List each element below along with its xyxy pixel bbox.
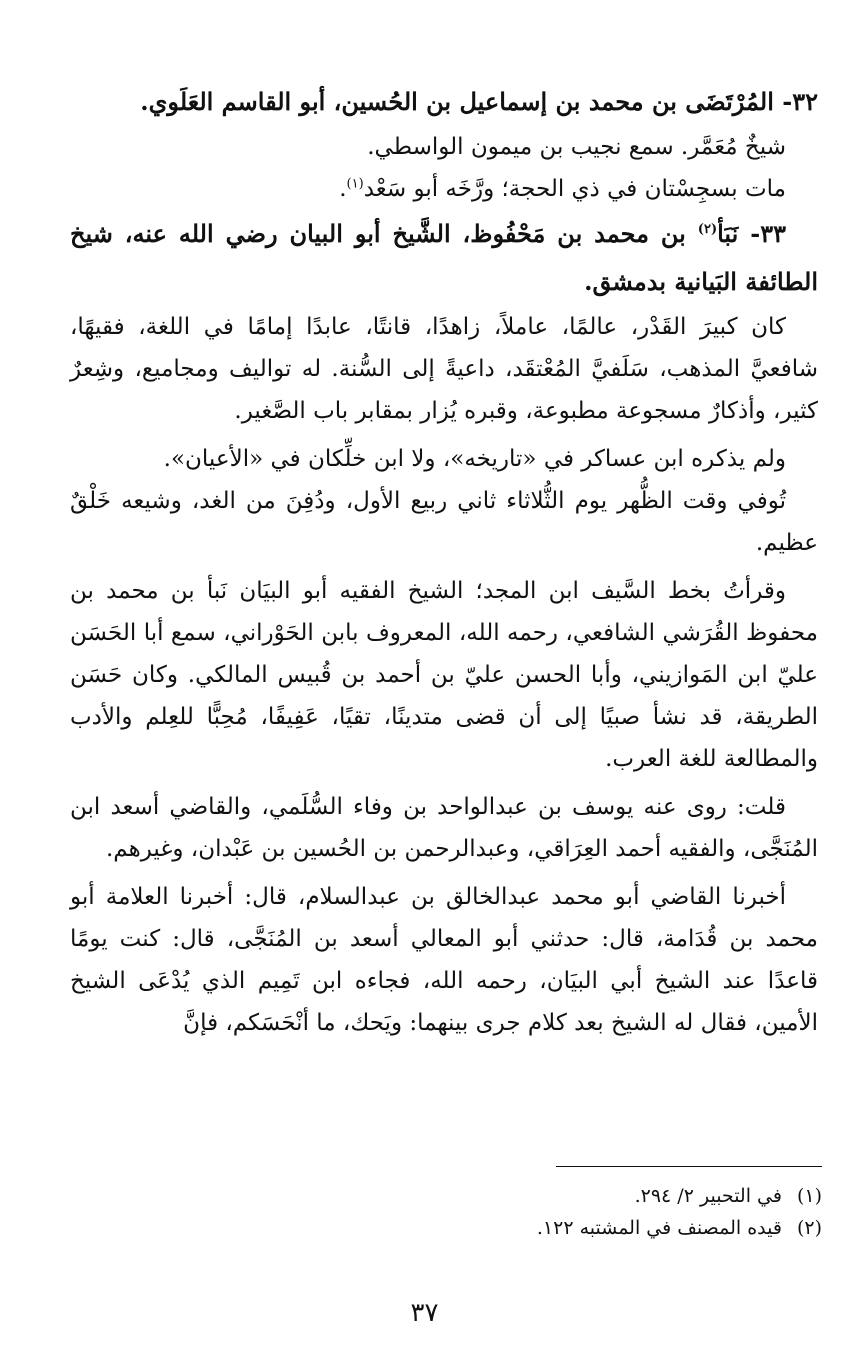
entry-33-paragraph-2: ولم يذكره ابن عساكر في «تاريخه»، ولا ابن خلِّكان في «الأعيان».: [163, 446, 786, 472]
footnote-ref-2: (٢): [697, 222, 718, 237]
entry-33-paragraph-5: قلت: روى عنه يوسف بن عبدالواحد بن وفاء السُّلَمي، والقاضي أسعد ابن المُنَجَّى، والفقيه أحمد العِرَاقي، وعبدالرحمن بن الحُسين بن عَبْدان، وغيرهم.: [70, 794, 818, 862]
footnote-2-number: (٢): [796, 1217, 822, 1239]
entry-33-paragraph-1: كان كبيرَ القَدْر، عالمًا، عاملاً، زاهدًا، قانتًا، عابدًا إمامًا في اللغة، فقيهًا، شافعيَّ المذهب، سَلَفيَّ المُعْتقَد، داعيةً إلى السُّنة. له تواليف ومجاميع، وشِعرٌ كثير، وأذكارٌ مسجوعة مطبوعة، وقبره يُزار بمقابر باب الصَّغير.: [70, 314, 818, 424]
footnote-2-text: قيده المصنف في المشتبه ١٢٢.: [536, 1217, 782, 1239]
footnotes: [300, 1180, 822, 1244]
footnote-ref-1: (١): [346, 176, 364, 192]
entry-32-line-1-text: شيخٌ مُعَمَّر. سمع نجيب بن ميمون الواسطي.: [367, 134, 786, 160]
footnote-2: [300, 1212, 822, 1244]
entry-33-title-rest: بن محمد بن مَحْفُوظ، الشَّيخ أبو البيان رضي الله عنه، شيخ الطائفة البَيانية بدمشق.: [70, 219, 818, 296]
entry-33-title-start: ٣٣- نَبَأ: [717, 219, 786, 248]
page-number: ٣٧: [410, 1298, 439, 1328]
main-text: [70, 78, 818, 1044]
entry-33-paragraph-6: أخبرنا القاضي أبو محمد عبدالخالق بن عبدالسلام، قال: أخبرنا العلامة أبو محمد بن قُدَامة، قال: حدثني أبو المعالي أسعد بن المُنَجَّى، قال: كنت يومًا قاعدًا عند الشيخ أبي البيَان، رحمه الله، فجاءه ابن تَمِيم الذي يُدْعَى الشيخ الأمين، فقال له الشيخ بعد كلام جرى بينهما: ويَحك، ما أنْحَسَكم، فإنَّ: [70, 884, 818, 1036]
footnote-1: [300, 1180, 822, 1212]
entry-32-title-text: ٣٢- المُرْتَضَى بن محمد بن إسماعيل بن الحُسين، أبو القاسم العَلَوي.: [140, 87, 818, 116]
entry-33-title: [70, 210, 818, 306]
entry-32-line-2-text: مات بسجِسْتان في ذي الحجة؛ ورَّخَه أبو سَعْد: [363, 176, 786, 202]
entry-32-line-2-end: .: [339, 176, 347, 202]
entry-32-line-1: [70, 126, 818, 168]
footnote-1-number: (١): [796, 1185, 822, 1207]
entry-33-paragraph-4: وقرأتُ بخط السَّيف ابن المجد؛ الشيخ الفقيه أبو البيَان نَبأ بن محمد بن محفوظ القُرَشي الشافعي، رحمه الله، المعروف بابن الحَوْراني، سمع أبا الحَسَن عليّ ابن المَوازيني، وأبا الحسن عليّ بن أحمد بن قُبيس المالكي. وكان حَسَن الطريقة، قد نشأ صبيًا إلى أن قضى متدينًا، تقيًا، عَفِيفًا، مُحِبًّا للعِلم والأدب والمطالعة للغة العرب.: [70, 578, 818, 772]
entry-32-line-2: [70, 168, 818, 210]
footnote-divider: [556, 1166, 822, 1167]
entry-33-paragraph-3: تُوفي وقت الظُّهر يوم الثُّلاثاء ثاني ربيع الأول، ودُفِنَ من الغد، وشيعه خَلْقٌ عظيم.: [70, 488, 818, 556]
footnote-1-text: في التحبير ٢/ ٢٩٤.: [634, 1185, 782, 1207]
entry-32-title: [70, 78, 818, 126]
